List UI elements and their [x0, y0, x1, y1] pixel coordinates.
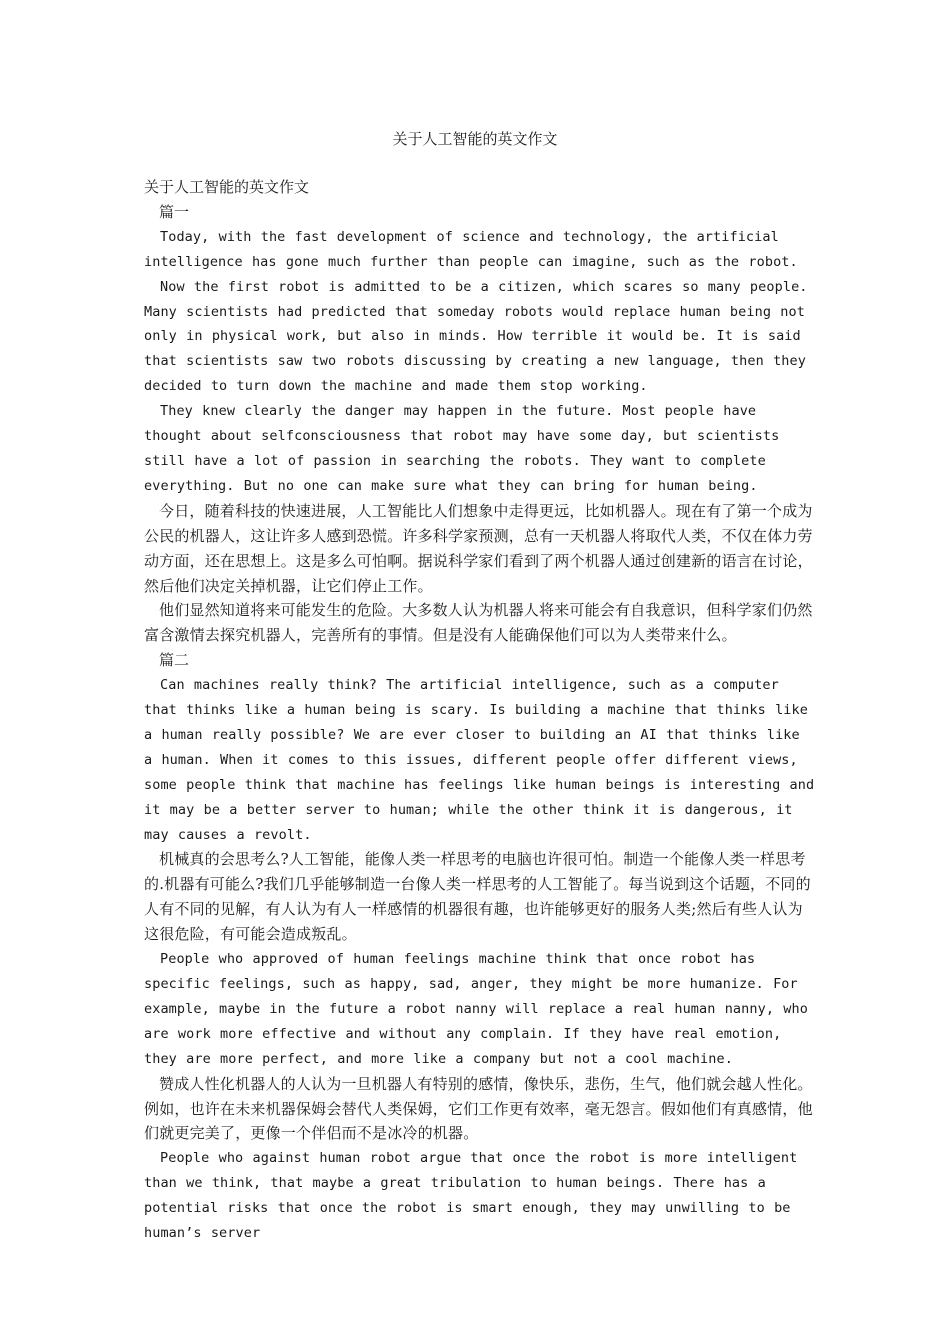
paragraph-english: Today, with the fast development of science and technology, the artificial intelligence has gone much further than people can imagine, such as the robot. [144, 228, 798, 270]
paragraph-english: Now the first robot is admitted to be a citizen, which scares so many people. Many scientists had predicted that someday robots would replace human being not only in physical work, but also in minds. How terrible it would be. It is said that scientists saw two robots discussing by creating a new language, then they decided to turn down the machine and made them stop working. [144, 278, 808, 395]
document-heading: 关于人工智能的英文作文 [144, 178, 310, 196]
paragraph-chinese: 赞成人性化机器人的人认为一旦机器人有特别的感情，像快乐，悲伤，生气，他们就会越人性化。例如，也许在未来机器保姆会替代人类保姆，它们工作更有效率，毫无怨言。假如他们有真感情，他们就更完美了，更像一个伴侣而不是冰冷的机器。 [144, 1074, 813, 1143]
paragraph-chinese: 机械真的会思考么?人工智能，能像人类一样思考的电脑也许很可怕。制造一个能像人类一样思考的.机器有可能么?我们几乎能够制造一台像人类一样思考的人工智能了。每当说到这个话题，不同的人有不同的见解，有人认为有人一样感情的机器很有趣，也许能够更好的服务人类;然后有些人认为这很危险，有可能会造成叛乱。 [144, 850, 811, 944]
section-heading: 篇二 [159, 651, 190, 670]
paragraph-chinese: 他们显然知道将来可能发生的危险。大多数人认为机器人将来可能会有自我意识，但科学家们仍然富含激情去探究机器人，完善所有的事情。但是没有人能确保他们可以为人类带来什么。 [144, 601, 813, 645]
paragraph-english: Can machines really think? The artificial intelligence, such as a computer that thinks like a human being is scary. Is building a machine that thinks like a human really possible? We are ever closer to building an AI that thinks like a human. When it comes to this issues, different people offer different views, some people think that machine has feelings like human beings is interesting and it may be a better server to human; while the other think it is dangerous, it may causes a revolt. [144, 677, 815, 843]
section-heading: 篇一 [159, 202, 190, 221]
paragraph-chinese: 今日，随着科技的快速进展，人工智能比人们想象中走得更远，比如机器人。现在有了第一个成为公民的机器人，这让许多人感到恐慌。许多科学家预测，总有一天机器人将取代人类，不仅在体力劳动方面，还在思想上。这是多么可怕啊。据说科学家们看到了两个机器人通过创建新的语言在讨论，然后他们决定关掉机器，让它们停止工作。 [144, 501, 813, 595]
document-body [144, 175, 816, 1246]
paragraph-english: People who against human robot argue that once the robot is more intelligent than we think, that maybe a great tribulation to human beings. There has a potential risks that once the robot is smart enough, they may unwilling to be human’s server [144, 1150, 798, 1242]
document-title: 关于人工智能的英文作文 [392, 130, 558, 148]
paragraph-english: They knew clearly the danger may happen in the future. Most people have thought about selfconsciousness that robot may have some day, but scientists still have a lot of passion in searching the robots. They want to complete everything. But no one can make sure what they can bring for human being. [144, 403, 780, 494]
paragraph-english: People who approved of human feelings machine think that once robot has specific feelings, such as happy, sad, anger, they might be more humanize. For example, maybe in the future a robot nanny will replace a real human nanny, who are work more effective and without any complain. If they have real emotion, they are more perfect, and more like a company but not a cool machine. [144, 951, 808, 1067]
